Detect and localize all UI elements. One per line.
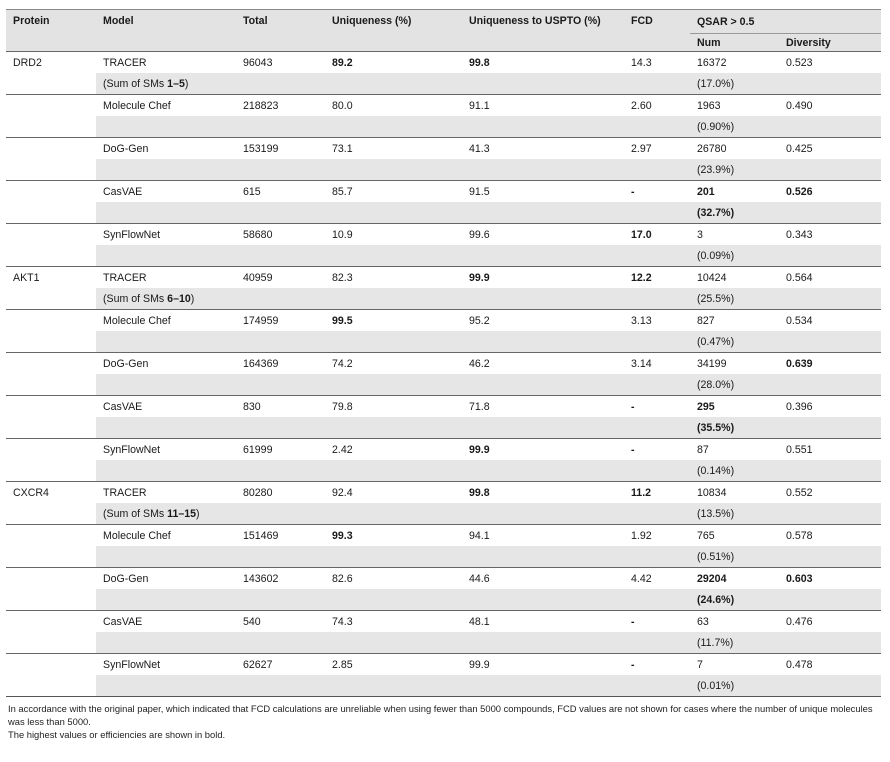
diversity-cell: 0.578 xyxy=(779,525,881,547)
uniqueness-cell: 92.4 xyxy=(325,482,462,504)
total-cell-blank xyxy=(236,73,325,95)
uniqueness-cell-blank xyxy=(325,632,462,654)
header-fcd: FCD xyxy=(624,10,690,52)
header-num: Num xyxy=(690,34,779,52)
diversity-cell-blank xyxy=(779,589,881,611)
table-row xyxy=(6,353,881,375)
uniqueness-cell: 74.3 xyxy=(325,611,462,633)
uniqueness-uspto-cell-blank xyxy=(462,589,624,611)
fcd-cell-blank xyxy=(624,116,690,138)
fcd-cell-blank xyxy=(624,288,690,310)
uniqueness-uspto-cell: 99.6 xyxy=(462,224,624,246)
model-cell: TRACER xyxy=(96,482,236,504)
fcd-cell-blank xyxy=(624,417,690,439)
diversity-cell: 0.478 xyxy=(779,654,881,676)
num-cell: 63 xyxy=(690,611,779,633)
model-subnote-cell xyxy=(96,632,236,654)
diversity-cell-blank xyxy=(779,159,881,181)
uniqueness-uspto-cell: 94.1 xyxy=(462,525,624,547)
total-cell: 61999 xyxy=(236,439,325,461)
diversity-cell-blank xyxy=(779,73,881,95)
uniqueness-uspto-cell: 99.9 xyxy=(462,439,624,461)
uniqueness-cell-blank xyxy=(325,675,462,697)
model-cell: SynFlowNet xyxy=(96,654,236,676)
total-cell-blank xyxy=(236,546,325,568)
diversity-cell: 0.425 xyxy=(779,138,881,160)
num-cell: 16372 xyxy=(690,52,779,74)
num-cell: 827 xyxy=(690,310,779,332)
model-subnote-cell xyxy=(96,159,236,181)
model-subnote-cell xyxy=(96,374,236,396)
subnote-suffix: ) xyxy=(196,507,200,520)
table-subrow xyxy=(6,288,881,310)
uniqueness-uspto-cell-blank xyxy=(462,374,624,396)
header-model: Model xyxy=(96,10,236,52)
num-percent-cell: (0.01%) xyxy=(690,675,779,697)
total-cell: 164369 xyxy=(236,353,325,375)
total-cell: 62627 xyxy=(236,654,325,676)
table-body xyxy=(6,52,881,697)
model-cell: TRACER xyxy=(96,52,236,74)
fcd-cell: - xyxy=(624,181,690,203)
subnote-prefix: (Sum of SMs xyxy=(103,507,168,520)
fcd-cell-blank xyxy=(624,675,690,697)
fcd-cell-blank xyxy=(624,331,690,353)
num-cell: 3 xyxy=(690,224,779,246)
num-cell: 295 xyxy=(690,396,779,418)
fcd-cell-blank xyxy=(624,503,690,525)
total-cell-blank xyxy=(236,589,325,611)
total-cell: 40959 xyxy=(236,267,325,289)
fcd-cell: - xyxy=(624,439,690,461)
subnote-range: 1–5 xyxy=(167,77,185,90)
model-cell: Molecule Chef xyxy=(96,310,236,332)
diversity-cell: 0.534 xyxy=(779,310,881,332)
uniqueness-uspto-cell: 99.9 xyxy=(462,267,624,289)
uniqueness-cell: 82.6 xyxy=(325,568,462,590)
total-cell: 218823 xyxy=(236,95,325,117)
table-subrow xyxy=(6,460,881,482)
protein-cell xyxy=(6,224,96,246)
model-cell: DoG-Gen xyxy=(96,353,236,375)
uniqueness-uspto-cell-blank xyxy=(462,417,624,439)
uniqueness-cell: 73.1 xyxy=(325,138,462,160)
protein-cell-blank xyxy=(6,331,96,353)
uniqueness-cell-blank xyxy=(325,288,462,310)
total-cell: 830 xyxy=(236,396,325,418)
table-subrow xyxy=(6,159,881,181)
protein-cell xyxy=(6,568,96,590)
fcd-cell: 12.2 xyxy=(624,267,690,289)
uniqueness-uspto-cell: 48.1 xyxy=(462,611,624,633)
uniqueness-uspto-cell-blank xyxy=(462,632,624,654)
num-cell: 34199 xyxy=(690,353,779,375)
protein-cell xyxy=(6,95,96,117)
num-cell: 1963 xyxy=(690,95,779,117)
protein-cell: CXCR4 xyxy=(6,482,96,504)
total-cell-blank xyxy=(236,159,325,181)
total-cell-blank xyxy=(236,202,325,224)
subnote-suffix: ) xyxy=(190,292,195,305)
model-subnote-cell xyxy=(96,460,236,482)
table-row xyxy=(6,267,881,289)
total-cell: 151469 xyxy=(236,525,325,547)
model-cell: DoG-Gen xyxy=(96,568,236,590)
header-qsar: QSAR > 0.5 xyxy=(690,10,881,34)
uniqueness-uspto-cell-blank xyxy=(462,503,624,525)
diversity-cell: 0.476 xyxy=(779,611,881,633)
diversity-cell: 0.551 xyxy=(779,439,881,461)
footnote-bold: The highest values or efficiencies are shown in bold. xyxy=(8,729,226,740)
num-cell: 26780 xyxy=(690,138,779,160)
total-cell-blank xyxy=(236,503,325,525)
protein-cell xyxy=(6,310,96,332)
uniqueness-uspto-cell: 95.2 xyxy=(462,310,624,332)
uniqueness-cell: 99.3 xyxy=(325,525,462,547)
total-cell: 143602 xyxy=(236,568,325,590)
num-percent-cell: (17.0%) xyxy=(690,73,779,95)
uniqueness-cell-blank xyxy=(325,245,462,267)
uniqueness-cell-blank xyxy=(325,503,462,525)
total-cell: 540 xyxy=(236,611,325,633)
table-row xyxy=(6,310,881,332)
uniqueness-uspto-cell-blank xyxy=(462,460,624,482)
diversity-cell-blank xyxy=(779,288,881,310)
fcd-cell: 11.2 xyxy=(624,482,690,504)
subnote-range: 6–10 xyxy=(167,292,191,305)
uniqueness-cell-blank xyxy=(325,202,462,224)
num-percent-cell: (0.51%) xyxy=(690,546,779,568)
table-subrow xyxy=(6,546,881,568)
table-row xyxy=(6,654,881,676)
num-percent-cell: (0.90%) xyxy=(690,116,779,138)
uniqueness-cell-blank xyxy=(325,417,462,439)
uniqueness-uspto-cell: 71.8 xyxy=(462,396,624,418)
fcd-cell: - xyxy=(624,654,690,676)
model-subnote-cell xyxy=(96,202,236,224)
num-cell: 7 xyxy=(690,654,779,676)
uniqueness-uspto-cell: 91.1 xyxy=(462,95,624,117)
model-subnote-cell xyxy=(96,331,236,353)
protein-cell-blank xyxy=(6,589,96,611)
protein-cell xyxy=(6,654,96,676)
table-subrow xyxy=(6,374,881,396)
diversity-cell-blank xyxy=(779,374,881,396)
protein-cell-blank xyxy=(6,417,96,439)
protein-cell-blank xyxy=(6,374,96,396)
protein-cell xyxy=(6,525,96,547)
results-table-container xyxy=(6,0,886,741)
uniqueness-cell: 79.8 xyxy=(325,396,462,418)
model-cell: CasVAE xyxy=(96,396,236,418)
fcd-cell: 4.42 xyxy=(624,568,690,590)
protein-cell: DRD2 xyxy=(6,52,96,74)
protein-cell-blank xyxy=(6,632,96,654)
model-subnote-cell xyxy=(96,589,236,611)
num-cell: 10834 xyxy=(690,482,779,504)
table-row xyxy=(6,52,881,74)
uniqueness-uspto-cell-blank xyxy=(462,245,624,267)
header-uniqueness-uspto: Uniqueness to USPTO (%) xyxy=(462,10,624,52)
diversity-cell-blank xyxy=(779,331,881,353)
num-percent-cell: (13.5%) xyxy=(690,503,779,525)
uniqueness-uspto-cell-blank xyxy=(462,288,624,310)
diversity-cell: 0.603 xyxy=(779,568,881,590)
table-row xyxy=(6,138,881,160)
uniqueness-cell: 10.9 xyxy=(325,224,462,246)
uniqueness-uspto-cell: 99.8 xyxy=(462,52,624,74)
uniqueness-cell: 82.3 xyxy=(325,267,462,289)
table-row xyxy=(6,568,881,590)
model-subnote-cell xyxy=(96,288,236,310)
protein-cell xyxy=(6,611,96,633)
total-cell-blank xyxy=(236,417,325,439)
model-cell: CasVAE xyxy=(96,181,236,203)
model-subnote-cell xyxy=(96,417,236,439)
protein-cell xyxy=(6,138,96,160)
total-cell: 153199 xyxy=(236,138,325,160)
table-row xyxy=(6,439,881,461)
total-cell: 80280 xyxy=(236,482,325,504)
uniqueness-cell-blank xyxy=(325,460,462,482)
footnote-fcd: In accordance with the original paper, which indicated that FCD calculations are unreliable when using fewer than 5000 compounds, FCD values are not shown for cases where the number of unique molecules was less than 5000. xyxy=(8,703,873,727)
results-table xyxy=(6,9,881,697)
total-cell-blank xyxy=(236,245,325,267)
fcd-cell: 1.92 xyxy=(624,525,690,547)
uniqueness-cell-blank xyxy=(325,331,462,353)
fcd-cell: 17.0 xyxy=(624,224,690,246)
protein-cell xyxy=(6,353,96,375)
header-protein: Protein xyxy=(6,10,96,52)
uniqueness-uspto-cell: 91.5 xyxy=(462,181,624,203)
model-cell: SynFlowNet xyxy=(96,439,236,461)
header-diversity: Diversity xyxy=(779,34,881,52)
protein-cell-blank xyxy=(6,73,96,95)
fcd-cell: - xyxy=(624,611,690,633)
diversity-cell-blank xyxy=(779,460,881,482)
uniqueness-cell: 74.2 xyxy=(325,353,462,375)
fcd-cell: 2.97 xyxy=(624,138,690,160)
fcd-cell-blank xyxy=(624,589,690,611)
header-total: Total xyxy=(236,10,325,52)
table-row xyxy=(6,181,881,203)
total-cell-blank xyxy=(236,288,325,310)
num-cell: 201 xyxy=(690,181,779,203)
subnote-prefix: (Sum of SMs xyxy=(103,77,168,90)
diversity-cell: 0.490 xyxy=(779,95,881,117)
model-cell: TRACER xyxy=(96,267,236,289)
protein-cell-blank xyxy=(6,503,96,525)
uniqueness-cell: 99.5 xyxy=(325,310,462,332)
table-subrow xyxy=(6,675,881,697)
diversity-cell-blank xyxy=(779,245,881,267)
num-cell: 87 xyxy=(690,439,779,461)
fcd-cell: 3.13 xyxy=(624,310,690,332)
table-row xyxy=(6,525,881,547)
num-percent-cell: (23.9%) xyxy=(690,159,779,181)
protein-cell-blank xyxy=(6,675,96,697)
uniqueness-uspto-cell-blank xyxy=(462,159,624,181)
diversity-cell-blank xyxy=(779,675,881,697)
protein-cell: AKT1 xyxy=(6,267,96,289)
uniqueness-uspto-cell: 44.6 xyxy=(462,568,624,590)
diversity-cell: 0.343 xyxy=(779,224,881,246)
model-cell: DoG-Gen xyxy=(96,138,236,160)
num-percent-cell: (35.5%) xyxy=(690,417,779,439)
model-cell: CasVAE xyxy=(96,611,236,633)
diversity-cell-blank xyxy=(779,116,881,138)
table-row xyxy=(6,482,881,504)
diversity-cell: 0.523 xyxy=(779,52,881,74)
num-cell: 29204 xyxy=(690,568,779,590)
total-cell: 615 xyxy=(236,181,325,203)
num-percent-cell: (24.6%) xyxy=(690,589,779,611)
uniqueness-cell: 89.2 xyxy=(325,52,462,74)
uniqueness-cell-blank xyxy=(325,73,462,95)
uniqueness-uspto-cell-blank xyxy=(462,546,624,568)
uniqueness-uspto-cell: 99.8 xyxy=(462,482,624,504)
model-subnote-cell xyxy=(96,546,236,568)
diversity-cell: 0.552 xyxy=(779,482,881,504)
fcd-cell-blank xyxy=(624,460,690,482)
uniqueness-cell-blank xyxy=(325,116,462,138)
fcd-cell-blank xyxy=(624,632,690,654)
uniqueness-uspto-cell: 41.3 xyxy=(462,138,624,160)
diversity-cell-blank xyxy=(779,503,881,525)
diversity-cell-blank xyxy=(779,632,881,654)
total-cell: 58680 xyxy=(236,224,325,246)
total-cell-blank xyxy=(236,331,325,353)
uniqueness-cell: 2.42 xyxy=(325,439,462,461)
protein-cell xyxy=(6,396,96,418)
fcd-cell: 3.14 xyxy=(624,353,690,375)
subnote-suffix: ) xyxy=(184,77,189,90)
protein-cell xyxy=(6,181,96,203)
total-cell-blank xyxy=(236,116,325,138)
uniqueness-cell: 85.7 xyxy=(325,181,462,203)
table-row xyxy=(6,611,881,633)
model-cell: Molecule Chef xyxy=(96,525,236,547)
num-percent-cell: (0.14%) xyxy=(690,460,779,482)
table-subrow xyxy=(6,632,881,654)
num-percent-cell: (0.47%) xyxy=(690,331,779,353)
table-row xyxy=(6,95,881,117)
fcd-cell-blank xyxy=(624,245,690,267)
table-subrow xyxy=(6,331,881,353)
uniqueness-cell-blank xyxy=(325,589,462,611)
uniqueness-cell-blank xyxy=(325,159,462,181)
protein-cell xyxy=(6,439,96,461)
table-subrow xyxy=(6,589,881,611)
protein-cell-blank xyxy=(6,546,96,568)
table-subrow xyxy=(6,503,881,525)
uniqueness-cell-blank xyxy=(325,374,462,396)
model-cell: SynFlowNet xyxy=(96,224,236,246)
num-percent-cell: (25.5%) xyxy=(690,288,779,310)
uniqueness-uspto-cell: 46.2 xyxy=(462,353,624,375)
num-percent-cell: (11.7%) xyxy=(690,632,779,654)
uniqueness-uspto-cell-blank xyxy=(462,331,624,353)
fcd-cell-blank xyxy=(624,159,690,181)
diversity-cell: 0.639 xyxy=(779,353,881,375)
protein-cell-blank xyxy=(6,245,96,267)
table-subrow xyxy=(6,116,881,138)
uniqueness-uspto-cell-blank xyxy=(462,675,624,697)
total-cell: 174959 xyxy=(236,310,325,332)
table-row xyxy=(6,224,881,246)
diversity-cell: 0.396 xyxy=(779,396,881,418)
table-subrow xyxy=(6,245,881,267)
num-percent-cell: (28.0%) xyxy=(690,374,779,396)
total-cell: 96043 xyxy=(236,52,325,74)
uniqueness-uspto-cell: 99.9 xyxy=(462,654,624,676)
uniqueness-cell: 80.0 xyxy=(325,95,462,117)
fcd-cell: - xyxy=(624,396,690,418)
total-cell-blank xyxy=(236,632,325,654)
uniqueness-uspto-cell-blank xyxy=(462,202,624,224)
model-subnote-cell xyxy=(96,73,236,95)
fcd-cell-blank xyxy=(624,374,690,396)
diversity-cell-blank xyxy=(779,202,881,224)
table-subrow xyxy=(6,202,881,224)
header-uniqueness: Uniqueness (%) xyxy=(325,10,462,52)
protein-cell-blank xyxy=(6,159,96,181)
diversity-cell-blank xyxy=(779,546,881,568)
fcd-cell: 14.3 xyxy=(624,52,690,74)
protein-cell-blank xyxy=(6,202,96,224)
diversity-cell: 0.526 xyxy=(779,181,881,203)
fcd-cell-blank xyxy=(624,73,690,95)
fcd-cell: 2.60 xyxy=(624,95,690,117)
num-cell: 10424 xyxy=(690,267,779,289)
uniqueness-uspto-cell-blank xyxy=(462,73,624,95)
model-subnote-cell xyxy=(96,116,236,138)
subnote-range: 11–15 xyxy=(167,507,197,520)
num-percent-cell: (0.09%) xyxy=(690,245,779,267)
num-percent-cell: (32.7%) xyxy=(690,202,779,224)
protein-cell-blank xyxy=(6,116,96,138)
table-subrow xyxy=(6,417,881,439)
uniqueness-cell-blank xyxy=(325,546,462,568)
diversity-cell: 0.564 xyxy=(779,267,881,289)
model-subnote-cell xyxy=(96,503,236,525)
total-cell-blank xyxy=(236,374,325,396)
protein-cell-blank xyxy=(6,288,96,310)
subnote-prefix: (Sum of SMs xyxy=(103,292,168,305)
table-row xyxy=(6,396,881,418)
table-footnotes xyxy=(6,702,886,741)
uniqueness-cell: 2.85 xyxy=(325,654,462,676)
total-cell-blank xyxy=(236,460,325,482)
num-cell: 765 xyxy=(690,525,779,547)
model-subnote-cell xyxy=(96,675,236,697)
fcd-cell-blank xyxy=(624,546,690,568)
model-subnote-cell xyxy=(96,245,236,267)
total-cell-blank xyxy=(236,675,325,697)
fcd-cell-blank xyxy=(624,202,690,224)
table-subrow xyxy=(6,73,881,95)
protein-cell-blank xyxy=(6,460,96,482)
diversity-cell-blank xyxy=(779,417,881,439)
uniqueness-uspto-cell-blank xyxy=(462,116,624,138)
model-cell: Molecule Chef xyxy=(96,95,236,117)
table-header xyxy=(6,10,881,52)
